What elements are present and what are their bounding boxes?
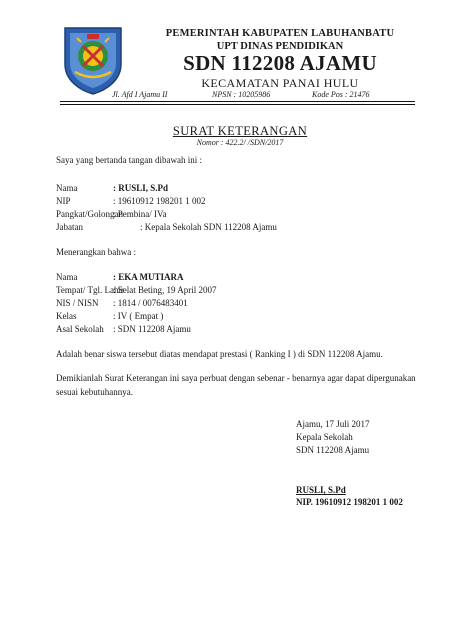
student-name-label: Nama [56, 272, 78, 282]
letterhead-government: PEMERINTAH KABUPATEN LABUHANBATU [165, 28, 395, 39]
signature-school: SDN 112208 Ajamu [296, 445, 370, 455]
signer-name-value: : RUSLI, S.Pd [113, 183, 169, 193]
student-school-label: Asal Sekolah [56, 324, 104, 334]
signature-place-date: Ajamu, 17 Juli 2017 [296, 419, 370, 429]
signer-rank-label: Pangkat/Golongan [56, 209, 123, 219]
student-birth-label: Tempat/ Tgl. Lahir [56, 285, 124, 295]
letter-title: SURAT KETERANGAN [172, 124, 308, 138]
student-nis-value: : 1814 / 0076483401 [113, 298, 188, 308]
letterhead-postal-code: Kode Pos : 21476 [312, 90, 370, 99]
opening-sentence: Saya yang bertanda tangan dibawah ini : [56, 155, 202, 165]
signature-position: Kepala Sekolah [296, 432, 353, 442]
letterhead-rule-thin [60, 104, 415, 105]
letter-number: Nomor : 422.2/ /SDN/2017 [196, 138, 284, 147]
student-school-value: : SDN 112208 Ajamu [113, 324, 191, 334]
signature-name: RUSLI, S.Pd [296, 485, 346, 495]
district-emblem-icon [61, 24, 125, 96]
letterhead-rule [60, 101, 415, 102]
signature-nip: NIP. 19610912 198201 1 002 [296, 497, 403, 507]
letterhead-department: UPT DINAS PENDIDIKAN [216, 41, 344, 52]
student-name-value: : EKA MUTIARA [113, 272, 184, 282]
signer-position-value: : Kepala Sekolah SDN 112208 Ajamu [140, 222, 277, 232]
signer-position-label: Jabatan [56, 222, 83, 232]
letterhead-kecamatan: KECAMATAN PANAI HULU [201, 76, 359, 90]
letterhead-school-name: SDN 112208 AJAMU [183, 51, 377, 75]
student-birth-value: : Selat Beting, 19 April 2007 [113, 285, 217, 295]
letterhead-npsn: NPSN : 10205986 [212, 90, 271, 99]
statement-paragraph: Adalah benar siswa tersebut diatas mendapat prestasi ( Ranking I ) di SDN 112208 Ajamu. [56, 349, 383, 359]
student-class-value: : IV ( Empat ) [113, 311, 164, 321]
closing-paragraph-line1: Demikianlah Surat Keterangan ini saya perbuat dengan sebenar - benarnya agar dapat dipergunakan [56, 373, 416, 383]
student-class-label: Kelas [56, 311, 77, 321]
signer-nip-label: NIP [56, 196, 71, 206]
letterhead-address: Jl. Afd I Ajamu II [112, 90, 168, 99]
signer-rank-value: : Pembina/ IVa [113, 209, 167, 219]
signer-name-label: Nama [56, 183, 78, 193]
closing-paragraph-line2: sesuai kebutuhannya. [56, 387, 133, 397]
student-nis-label: NIS / NISN [56, 298, 99, 308]
signer-nip-value: : 19610912 198201 1 002 [113, 196, 206, 206]
menerangkan-sentence: Menerangkan bahwa : [56, 247, 136, 257]
